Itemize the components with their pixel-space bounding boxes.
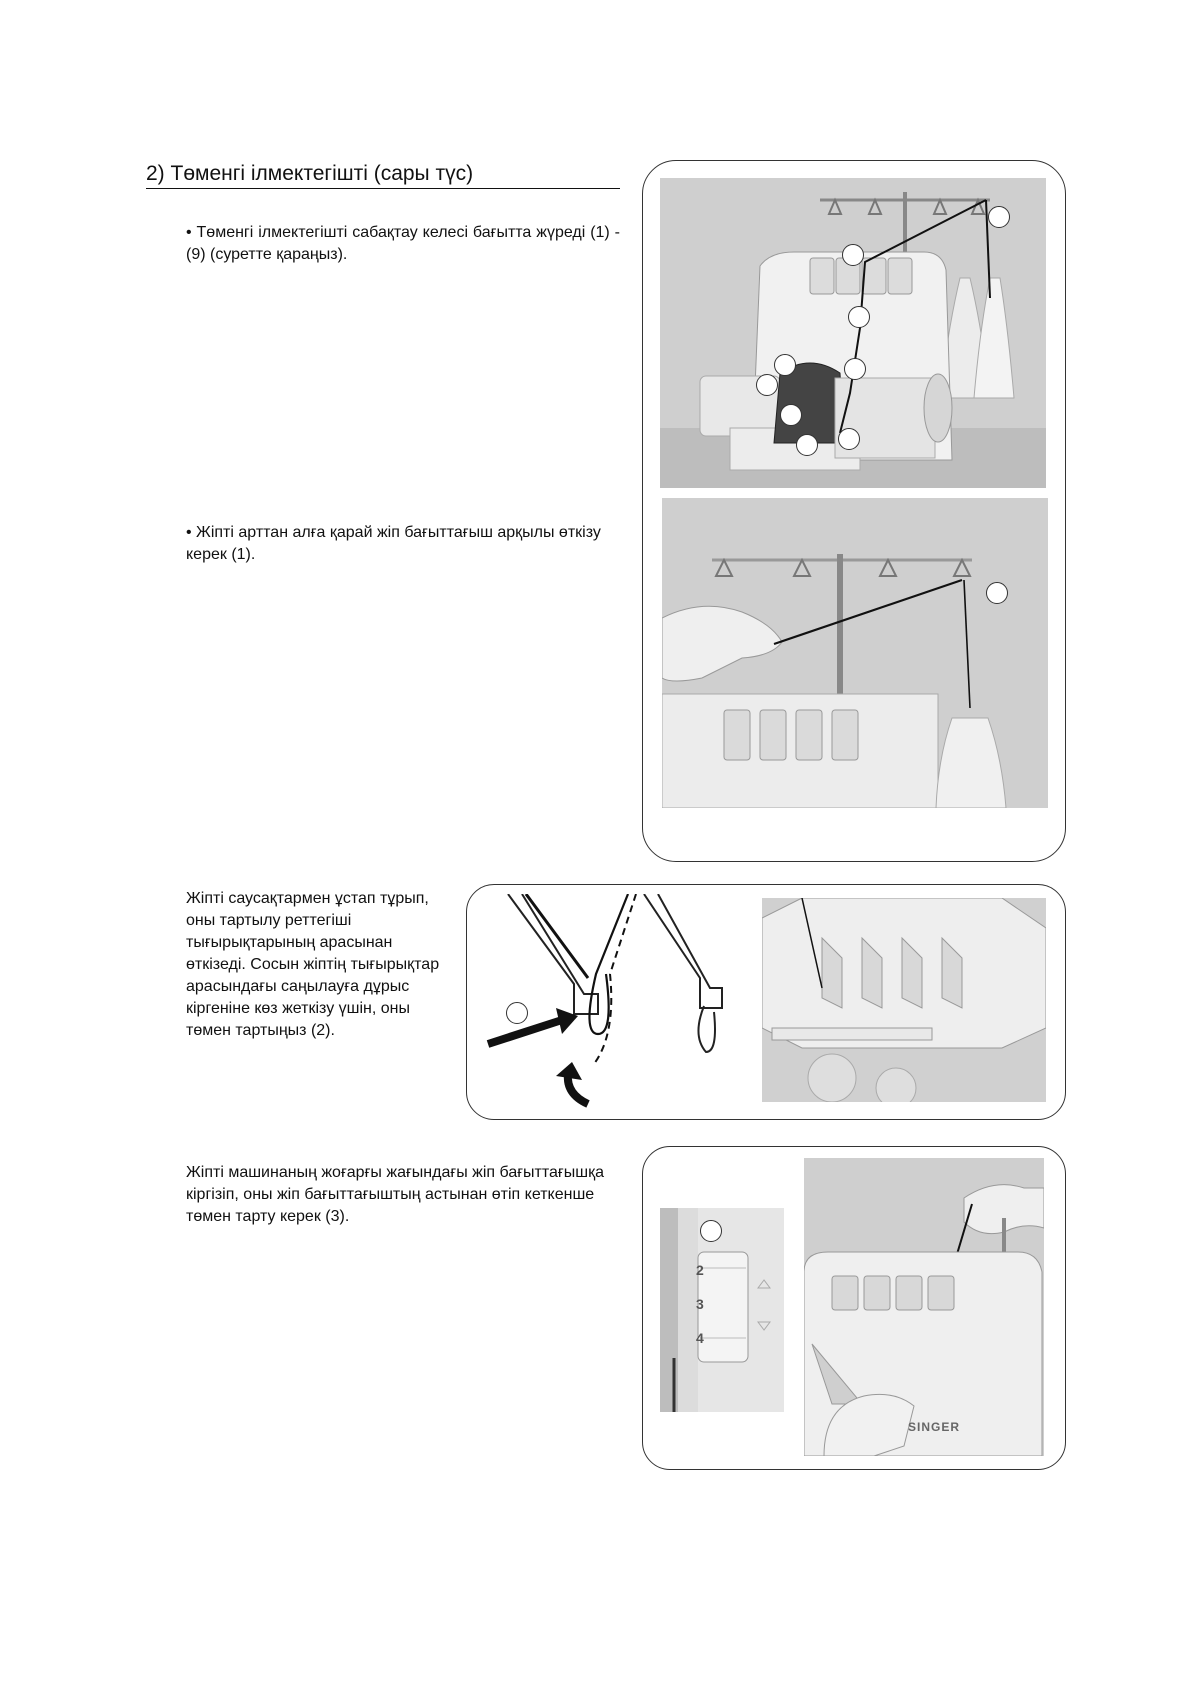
label-circle-2 xyxy=(842,244,864,266)
title-underline xyxy=(146,188,620,189)
section-title: 2) Төменгі ілмектегішті (сары түс) xyxy=(146,162,474,185)
dial-number-4: 4 xyxy=(696,1330,704,1346)
dial-closeup-photo xyxy=(660,1208,784,1412)
step3-paragraph: Жіпті машинаның жоғарғы жағындағы жіп бағыттағышқа кіргізіп, оны жіп бағыттағыштың астынан өтіп кеткенше төмен тарту керек (3). xyxy=(186,1164,604,1225)
label-circle-9 xyxy=(838,428,860,450)
brand-label: SINGER xyxy=(908,1420,961,1434)
label-circle-7 xyxy=(780,404,802,426)
overview-photo xyxy=(660,178,1046,488)
intro-paragraph: • Төменгі ілмектегішті сабақтау келесі бағытта жүреді (1) - (9) (суретте қараңыз). xyxy=(186,224,620,263)
label-circle-4 xyxy=(844,358,866,380)
dial-number-3: 3 xyxy=(696,1296,704,1312)
tension-dials-photo xyxy=(762,898,1046,1102)
label-circle-1 xyxy=(988,206,1010,228)
tension-disc-diagram xyxy=(478,894,744,1114)
label-circle-guide xyxy=(986,582,1008,604)
label-circle-6 xyxy=(756,374,778,396)
thread-guide-photo xyxy=(662,498,1048,808)
label-circle-3 xyxy=(848,306,870,328)
machine-front-illustration xyxy=(804,1158,1044,1456)
machine-front-photo xyxy=(804,1158,1044,1456)
dial-closeup-illustration xyxy=(660,1208,784,1412)
tension-dials-illustration xyxy=(762,898,1046,1102)
label-circle-2-diagram xyxy=(506,1002,528,1024)
label-circle-8 xyxy=(796,434,818,456)
label-circle-5 xyxy=(774,354,796,376)
thread-guide-illustration xyxy=(662,498,1048,808)
step1-paragraph: • Жіпті арттан алға қарай жіп бағыттағыш арқылы өткізу керек (1). xyxy=(186,524,601,563)
label-circle-3-closeup xyxy=(700,1220,722,1242)
step2-paragraph: Жіпті саусақтармен ұстап тұрып, оны тартылу реттегіші тығырықтарының арасынан өткізеді. Сосын жіптің тығырықтар арасындағы саңылауға дұрыс кіргеніне көз жеткізу үшін, оны төмен тартыңыз (2). xyxy=(186,890,440,1039)
dial-number-2: 2 xyxy=(696,1262,704,1278)
